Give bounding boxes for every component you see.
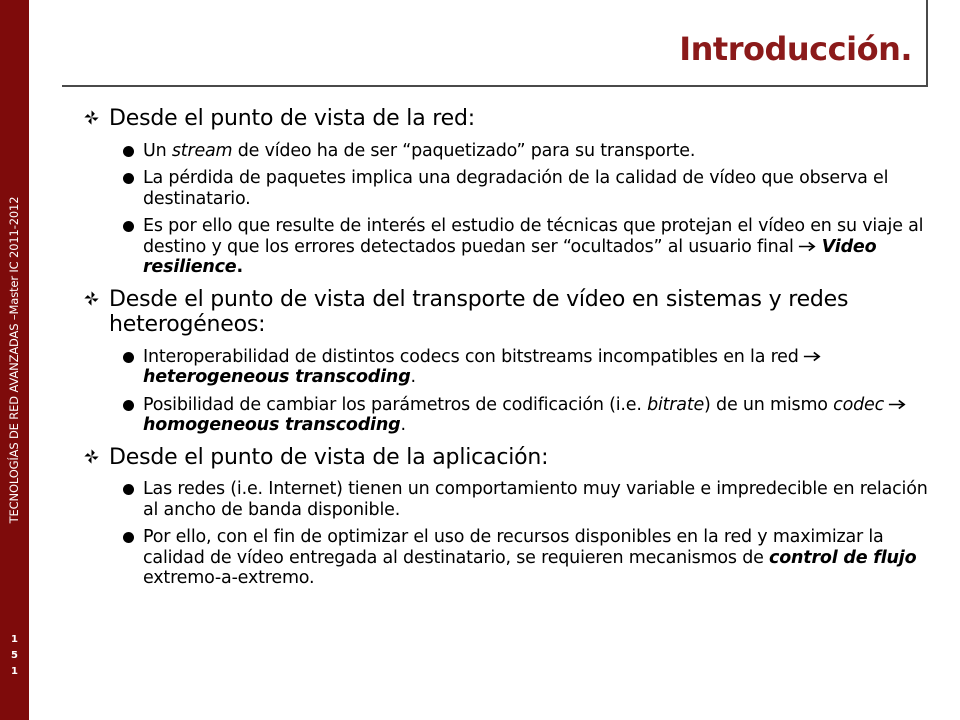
bullet-item	[109, 347, 934, 388]
bullet-text: Las redes (i.e. Internet) tienen un comportamiento muy variable e impredecible en relación al ancho de banda disponible.	[143, 479, 928, 520]
bullet-text: codec	[833, 394, 884, 415]
right-arrow-icon	[798, 237, 816, 258]
course-label: TECNOLOGÍAS DE RED AVANZADAS –Master IC 2011-2012	[7, 196, 21, 524]
section-heading	[84, 287, 934, 338]
section-heading-text: Desde el punto de vista de la aplicación:	[109, 444, 549, 470]
bullet-text: ) de un mismo	[704, 394, 834, 415]
bullet-text: control de flujo	[769, 547, 917, 568]
bullet-text: extremo-a-extremo.	[143, 568, 315, 588]
bullet-text: .	[410, 367, 416, 387]
round-dot-icon	[123, 484, 134, 495]
section-heading	[84, 106, 934, 132]
round-dot-icon	[123, 352, 134, 363]
bullet-text: de vídeo ha de ser “paquetizado” para su transporte.	[232, 140, 696, 161]
bullet-text: Es por ello que resulte de interés el estudio de técnicas que protejan el vídeo en su viaje al destino y que los errores detectados puedan ser “ocultados” al usuario final	[143, 216, 924, 257]
diamond-bullet-icon	[84, 291, 99, 306]
bullet-text: .	[400, 415, 406, 435]
bullet-text: homogeneous transcoding	[143, 415, 401, 435]
bullet-text: .	[236, 257, 243, 277]
section-heading-text: Desde el punto de vista de la red:	[109, 106, 475, 131]
bullet-item	[109, 479, 934, 520]
page-digit: 1	[11, 666, 18, 677]
bullet-item	[109, 216, 934, 278]
page-number	[0, 632, 29, 680]
round-dot-icon	[123, 400, 134, 411]
round-dot-icon	[123, 532, 134, 543]
bullet-text: La pérdida de paquetes implica una degradación de la calidad de vídeo que observa el destinatario.	[143, 168, 889, 209]
bullet-item	[109, 168, 934, 209]
section-heading-text: Desde el punto de vista del transporte de vídeo en sistemas y redes heterogéneos:	[109, 286, 849, 337]
bullet-text: Interoperabilidad de distintos codecs con bitstreams incompatibles en la red	[143, 346, 799, 367]
bullet-text: heterogeneous transcoding	[143, 367, 411, 387]
bullet-text: bitrate	[647, 394, 705, 415]
bullet-text: Un	[143, 140, 172, 161]
round-dot-icon	[123, 173, 134, 184]
bullet-text: Por ello, con el fin de optimizar el uso de recursos disponibles en la red y maximizar la calidad de vídeo entregada al destinatario, se requieren mecanismos de	[143, 527, 884, 568]
section-heading	[84, 445, 934, 471]
bullet-item	[109, 395, 934, 436]
right-arrow-icon	[803, 347, 821, 368]
round-dot-icon	[123, 221, 134, 232]
page-digit: 1	[11, 634, 18, 645]
slide-content	[84, 106, 934, 589]
right-arrow-icon	[888, 395, 906, 416]
bullet-item	[109, 527, 934, 589]
round-dot-icon	[123, 146, 134, 157]
bullet-item	[109, 141, 934, 162]
page-digit: 5	[11, 650, 18, 661]
title-frame	[62, 0, 928, 87]
diamond-bullet-icon	[84, 110, 99, 125]
sidebar	[0, 0, 29, 720]
bullet-text: Posibilidad de cambiar los parámetros de codificación (i.e.	[143, 394, 648, 415]
bullet-text: stream	[171, 140, 233, 161]
slide-title: Introducción.	[679, 30, 912, 68]
diamond-bullet-icon	[84, 449, 99, 464]
bullet-text: Video resilience	[143, 236, 877, 277]
